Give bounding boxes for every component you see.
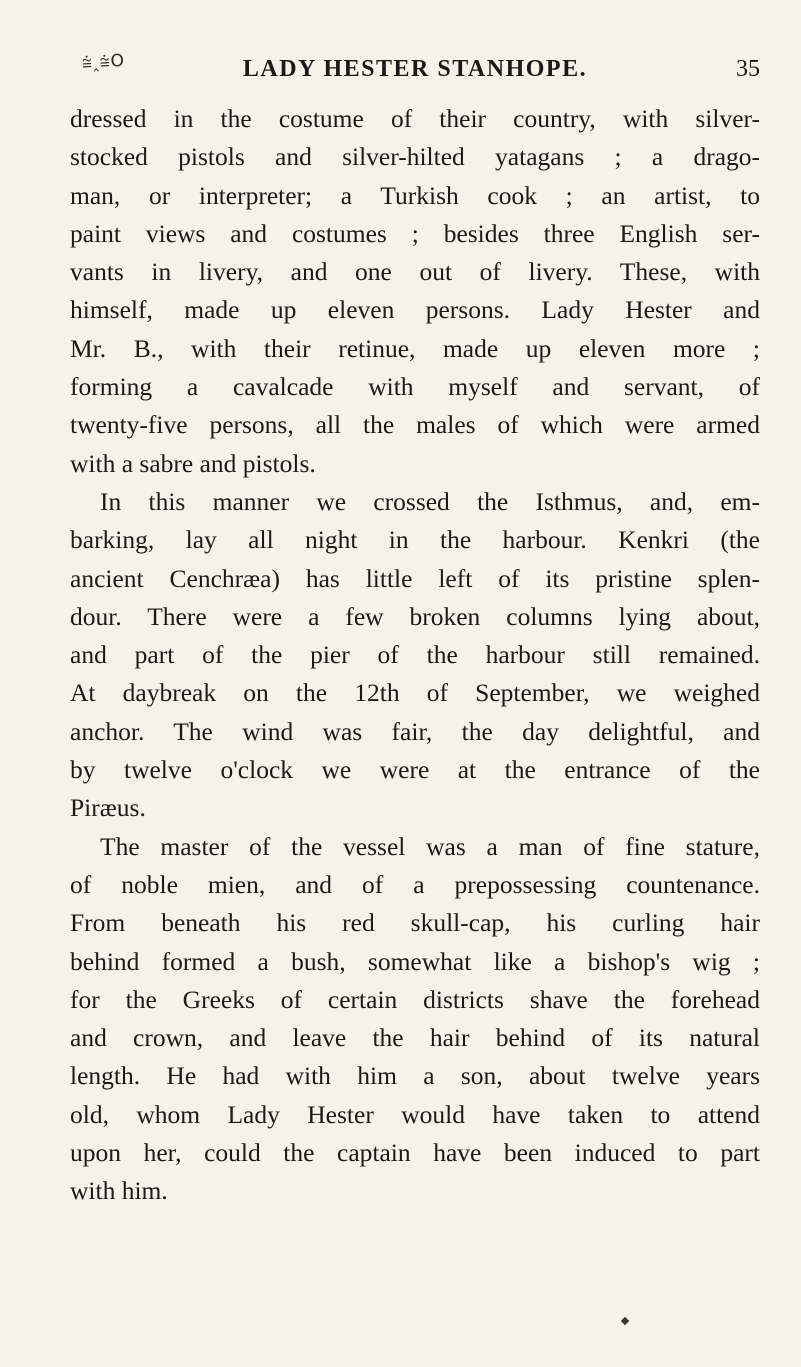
text-line: twenty-five persons, all the males of which were armed <box>70 410 760 440</box>
text-line: length. He had with him a son, about twelve years <box>70 1061 760 1091</box>
text-line: vants in livery, and one out of livery. These, with <box>70 257 760 287</box>
page-header <box>70 52 760 92</box>
text-line: ancient Cenchræa) has little left of its pristine splen- <box>70 563 760 593</box>
text-line: The master of the vessel was a man of fine stature, <box>100 831 760 861</box>
text-line: behind formed a bush, somewhat like a bishop's wig ; <box>70 946 760 976</box>
text-line: forming a cavalcade with myself and servant, of <box>70 372 760 402</box>
text-line: Piræus. <box>70 793 146 823</box>
printer-mark <box>621 1317 629 1325</box>
text-line: At daybreak on the 12th of September, we weighed <box>70 678 760 708</box>
text-line: and crown, and leave the hair behind of its natural <box>70 1023 760 1053</box>
body-text <box>70 100 760 1211</box>
page-number: 35 <box>736 56 760 82</box>
text-line: upon her, could the captain have been induced to part <box>70 1138 760 1168</box>
text-line: by twelve o'clock we were at the entrance of the <box>70 755 760 785</box>
text-line: Mr. B., with their retinue, made up eleven more ; <box>70 333 760 363</box>
text-line: In this manner we crossed the Isthmus, and, em- <box>100 486 760 516</box>
running-head: LADY HESTER STANHOPE. <box>242 56 588 82</box>
text-line: From beneath his red skull-cap, his curling hair <box>70 908 760 938</box>
text-line: of noble mien, and of a prepossessing countenance. <box>70 869 760 899</box>
text-line: anchor. The wind was fair, the day delightful, and <box>70 716 760 746</box>
text-line: stocked pistols and silver-hilted yatagans ; a drago- <box>70 142 760 172</box>
text-line: old, whom Lady Hester would have taken to attend <box>70 1099 760 1129</box>
text-line: dour. There were a few broken columns lying about, <box>70 601 760 631</box>
text-line: dressed in the costume of their country, with silver- <box>70 104 760 133</box>
text-line: and part of the pier of the harbour still remained. <box>70 640 760 670</box>
text-line: himself, made up eleven persons. Lady Hester and <box>70 295 760 325</box>
text-line: man, or interpreter; a Turkish cook ; an artist, to <box>70 180 760 210</box>
text-line: with a sabre and pistols. <box>70 448 316 478</box>
text-line: with him. <box>70 1176 168 1206</box>
text-line: barking, lay all night in the harbour. Kenkri (the <box>70 525 760 555</box>
text-line: for the Greeks of certain districts shave the forehead <box>70 984 760 1014</box>
shelf-mark: ⩭‸⩭O <box>81 50 126 74</box>
text-line: paint views and costumes ; besides three English ser- <box>70 218 760 248</box>
